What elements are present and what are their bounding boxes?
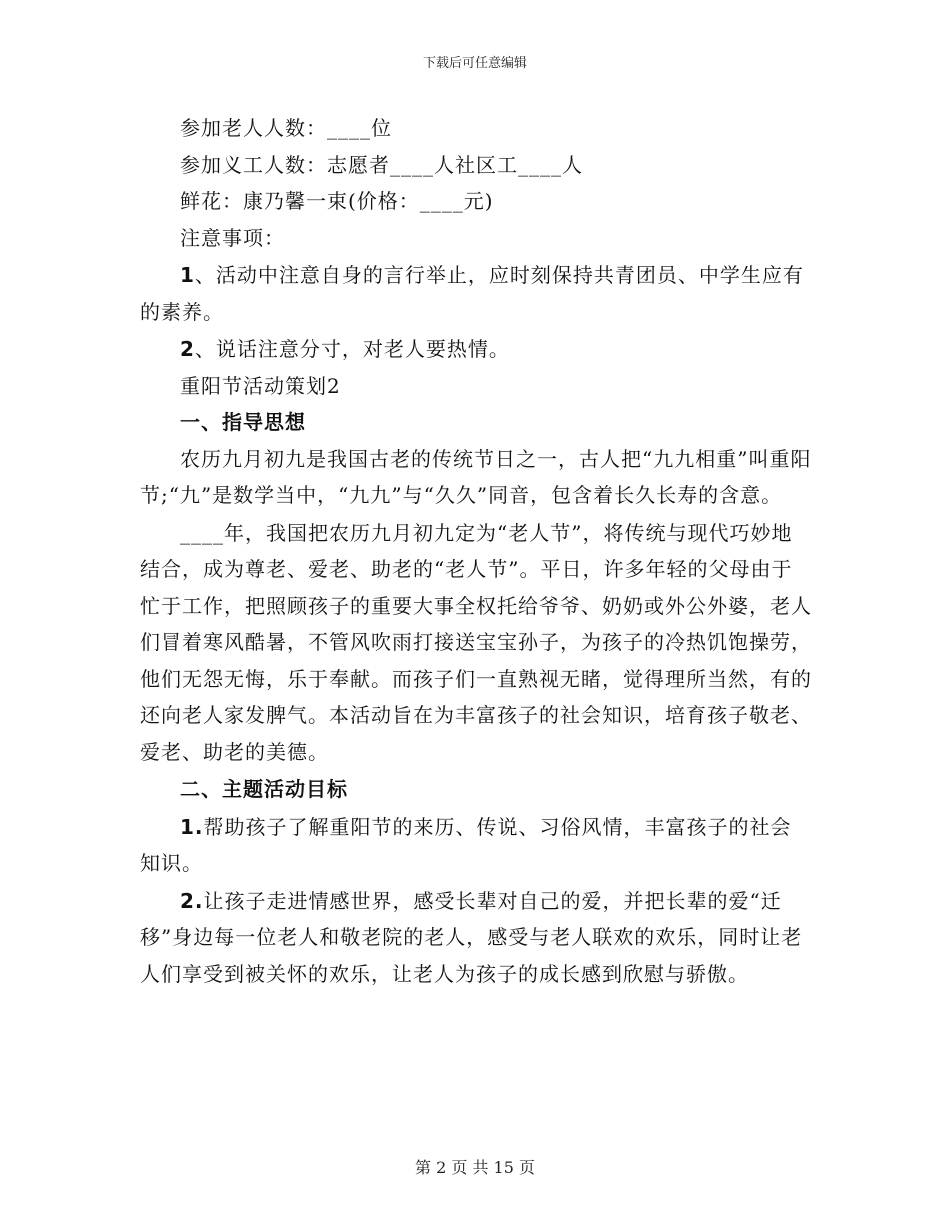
list-text: 、活动中注意自身的言行举止，应时刻保持共青团员、中学生应有的素养。 [140, 263, 804, 324]
paragraph-notes-heading: 注意事项： [180, 225, 285, 250]
list-text: 帮助孩子了解重阳节的来历、传说、习俗风情，丰富孩子的社会知识。 [140, 814, 792, 875]
paragraph-flowers: 鲜花：康乃馨一束(价格：____元) [180, 189, 494, 213]
list-number: 2 [180, 337, 195, 361]
heading-activity-goals: 二、主题活动目标 [180, 777, 348, 801]
paragraph-goal-1 [140, 809, 812, 882]
list-number: 1 [180, 263, 195, 287]
document-body [140, 110, 812, 992]
paragraph-volunteer-count: 参加义工人数：志愿者____人社区工____人 [180, 152, 583, 177]
paragraph-elderly-count: 参加老人人数：____位 [180, 116, 392, 140]
paragraph-goal-2 [140, 883, 812, 993]
list-text: 、说话注意分寸，对老人要热情。 [194, 337, 510, 361]
list-text: 让孩子走进情感世界，感受长辈对自己的爱，并把长辈的爱“迁移”身边每一位老人和敬老院的老人，感受与老人联欢的欢乐，同时让老人们享受到被关怀的欢乐，让老人为孩子的成长感到欣慰与骄傲。 [140, 888, 803, 986]
paragraph-background: ____年，我国把农历九月初九定为“老人节”，将传统与现代巧妙地结合，成为尊老、爱老、助老的“老人节”。平日，许多年轻的父母由于忙于工作，把照顾孩子的重要大事全权托给爷爷、奶奶或外公外婆，老人们冒着寒风酷暑，不管风吹雨打接送宝宝孙子，为孩子的冷热饥饱操劳，他们无怨无悔，乐于奉献。而孩子们一直熟视无睹，觉得理所当然，有的还向老人家发脾气。本活动旨在为丰富孩子的社会知识，培育孩子敬老、爱老、助老的美德。 [140, 520, 812, 764]
list-number: 1. [180, 814, 204, 839]
paragraph-note-1 [140, 257, 812, 330]
paragraph-origin: 农历九月初九是我国古老的传统节日之一，古人把“九九相重”叫重阳节;“九”是数学当中，“九九”与“久久”同音，包含着长久长寿的含意。 [140, 446, 812, 507]
heading-guiding-thought: 一、指导思想 [180, 410, 306, 434]
page-header: 下载后可任意编辑 [422, 56, 527, 71]
page-footer: 第 2 页 共 15 页 [415, 1158, 535, 1177]
paragraph-note-2 [140, 331, 812, 368]
list-number: 2. [180, 888, 204, 913]
section-title: 重阳节活动策划2 [180, 373, 341, 398]
